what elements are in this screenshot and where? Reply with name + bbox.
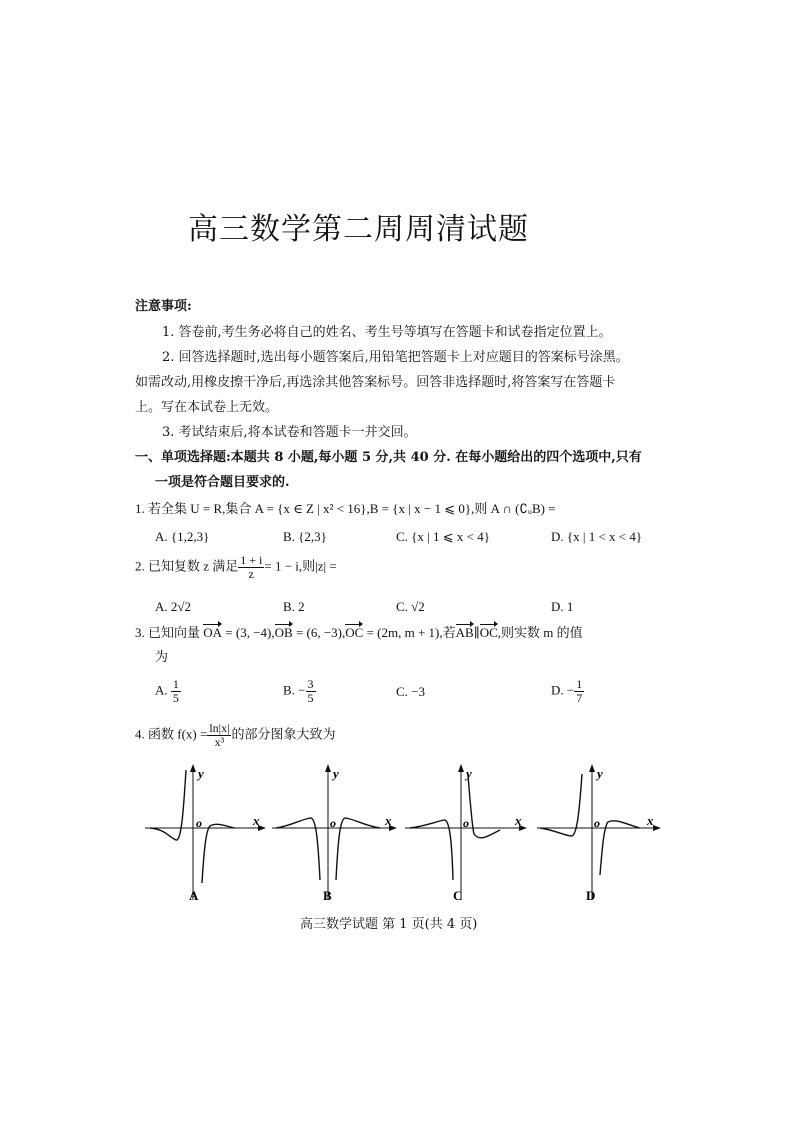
graph-a-label: A [189,888,199,903]
graph-b-label: B [323,888,332,903]
question-1-option-a: A. {1,2,3} [155,529,210,544]
graph-b-x-label: x [385,813,392,828]
vector-oa-value: = (3, −4), [225,625,275,640]
option-b-numerator: 3 [307,677,314,691]
vector-oc: OC [345,625,364,640]
vector-oa: OA [203,625,223,640]
graph-c-label: C [453,888,463,903]
question-3-stem-post: ,则实数 m 的值 [497,625,583,640]
page-footer: 高三数学试题 第 1 页(共 4 页) [300,917,478,932]
graph-d-y-label: y [597,766,603,781]
question-2-option-d: D. 1 [551,599,574,614]
question-4-stem-post: 的部分图象大致为 [231,726,336,742]
graph-b-left-curve [276,818,320,880]
graph-b-y-label: y [333,766,339,781]
question-4-stem-pre: 4. 函数 f(x) = [135,726,208,742]
question-2-stem-pre: 2. 已知复数 z 满足 [135,558,239,574]
option-d-denominator: 7 [576,691,583,705]
vector-ob-value: = (6, −3), [295,625,346,640]
question-2-option-a: A. 2√2 [155,599,192,614]
graph-a-right-curve [202,824,235,883]
graph-b-origin-label: o [330,816,336,830]
graph-d-right-curve [600,821,640,875]
question-1-option-c: C. {x | 1 ⩽ x < 4} [396,529,490,544]
option-d-label: D. [551,682,564,698]
vector-oc-value: = (2m, m + 1),若 [366,625,456,640]
graph-a-y-label: y [198,766,204,781]
question-3-stem-pre: 3. 已知向量 [135,625,201,640]
notice-item-2-line-3: 上。写在本试卷上无效。 [135,400,279,415]
graph-a-x-label: x [253,813,260,828]
section-1-heading-line-2: 一项是符合题目要求的. [155,475,290,490]
question-3-option-c: C. −3 [396,684,426,699]
graph-c [405,766,523,903]
vector-ab: AB [455,625,474,640]
option-a-denominator: 5 [172,691,179,705]
graph-d [537,766,657,903]
question-1-option-d: D. {x | 1 < x < 4} [551,529,643,544]
question-4-fraction-numerator: ln|x| [209,721,230,735]
notice-item-1: 1. 答卷前,考生务必将自己的姓名、考生号等填写在答题卡和试卷指定位置上。 [162,325,612,340]
vector-oc-2: OC [479,625,498,640]
question-2-option-b: B. 2 [283,599,305,614]
notice-item-2-line-2: 如需改动,用橡皮擦干净后,再选涂其他答案标号。回答非选择题时,将答案写在答题卡 [135,375,616,390]
graph-a-left-curve [150,770,186,840]
graph-c-left-curve [410,820,453,880]
option-b-sign: − [298,682,306,698]
question-2-option-c: C. √2 [396,599,425,614]
graph-b [272,766,393,903]
graph-c-x-label: x [515,813,522,828]
option-a-label: A. [155,682,168,698]
graph-b-right-curve [336,818,380,880]
parallel-sign: ∥ [473,625,480,640]
notice-heading: 注意事项: [135,299,192,314]
option-b-denominator: 5 [307,691,314,705]
graph-d-label: D [586,888,596,903]
notice-item-3: 3. 考试结束后,将本试卷和答题卡一并交回。 [162,425,417,440]
page-title: 高三数学第二周周清试题 [188,212,529,247]
notice-item-2-line-1: 2. 回答选择题时,选出每小题答案后,用铅笔把答题卡上对应题目的答案标号涂黑。 [162,350,629,365]
graph-c-y-label: y [466,766,472,781]
section-1-heading-line-1: 一、单项选择题:本题共 8 小题,每小题 5 分,共 40 分. 在每小题给出的四个选项中,只有 [135,450,642,465]
graph-d-x-label: x [647,813,654,828]
graph-a [145,766,262,903]
option-b-label: B. [283,682,295,698]
graph-c-origin-label: o [463,816,469,830]
question-2-fraction-numerator: 1 + i [240,553,263,567]
option-a-numerator: 1 [172,677,179,691]
vector-ob: OB [274,625,293,640]
option-d-numerator: 1 [576,677,583,691]
question-2-stem-post: = 1 − i,则|z| = [264,558,337,574]
question-3-stem-line-2: 为 [155,650,169,665]
graph-d-origin-label: o [594,816,600,830]
question-1-stem: 1. 若全集 U = R,集合 A = {x ∈ Z | x² < 16},B = {x | x − 1 ⩽ 0},则 A ∩ (∁ᵤB) = [135,501,556,516]
graph-a-origin-label: o [196,816,202,830]
graph-d-left-curve [540,774,582,836]
option-d-sign: − [566,682,575,698]
question-4-fraction-denominator: x³ [214,735,225,749]
question-2-fraction-denominator: z [248,567,254,581]
question-1-option-b: B. {2,3} [283,529,327,544]
